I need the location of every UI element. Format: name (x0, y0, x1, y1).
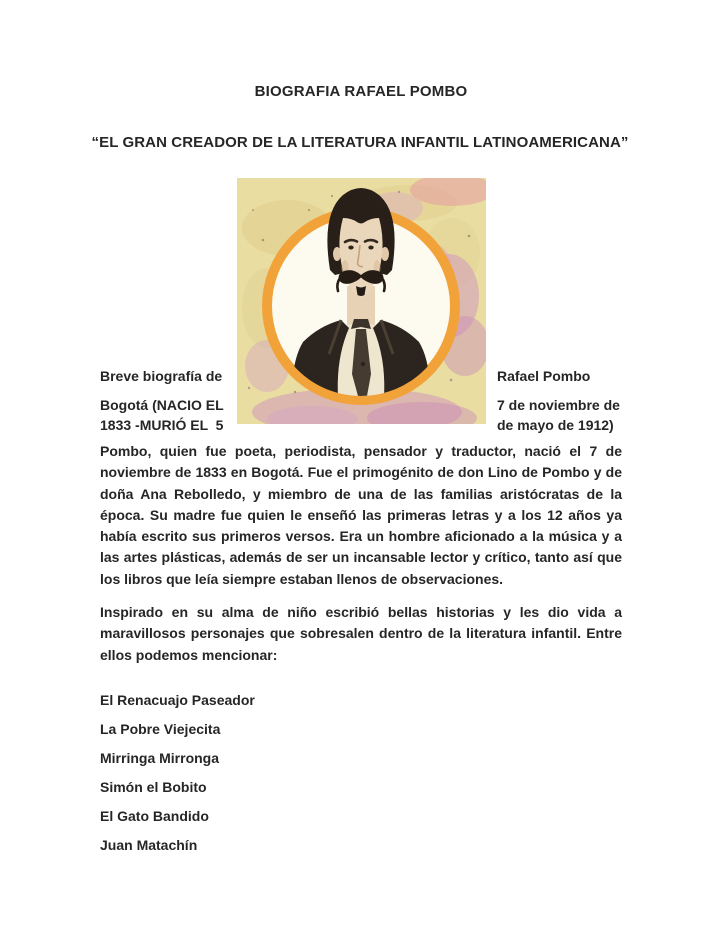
work-item: El Gato Bandido (100, 808, 209, 824)
wrap-text-right (497, 367, 623, 435)
wrap-right-dates-line1: 7 de noviembre de (497, 397, 620, 413)
wrap-left-intro: Breve biografía de (100, 368, 223, 384)
work-item: Juan Matachín (100, 837, 198, 853)
biography-paragraph: Pombo, quien fue poeta, periodista, pensador y traductor, nació el 7 de noviembre de 1833 en Bogotá. Fue el primogénito de don Lino de Pombo y de doña Ana Rebolledo, y miembro de una de las familias aristócratas de la época. Su madre fue quien le enseñó las primeras letras y a los 12 años ya había escrito sus primeros versos. Era un hombre aficionado a la música y a las artes plásticas, además de ser un incansable lector y crítico, tanto así que los libros que leía siempre estaban llenos de observaciones. (100, 443, 622, 587)
portrait-illustration (237, 178, 486, 424)
work-item: La Pobre Viejecita (100, 721, 221, 737)
page-title: BIOGRAFIA RAFAEL POMBO (254, 83, 468, 100)
portrait-head (327, 188, 394, 298)
page-subtitle: “EL GRAN CREADOR DE LA LITERATURA INFANTIL LATINOAMERICANA” (91, 134, 629, 151)
portrait-image (237, 178, 486, 424)
wrap-right-dates-line2: de mayo de 1912) (497, 416, 614, 433)
work-item: Simón el Bobito (100, 779, 207, 795)
wrap-text-left (100, 367, 232, 435)
work-item: Mirringa Mirronga (100, 750, 220, 766)
wrap-right-name: Rafael Pombo (497, 368, 591, 384)
wrap-right-dates (497, 396, 623, 435)
works-intro-paragraph: Inspirado en su alma de niño escribió bellas historias y les dio vida a maravillosos personajes que sobresalen dentro de la literatura infantil. Entre ellos podemos mencionar: (100, 604, 622, 663)
work-item: El Renacuajo Paseador (100, 692, 255, 708)
wrap-left-dates-line1: Bogotá (NACIO EL (100, 397, 224, 413)
works-list (100, 692, 500, 866)
wrap-left-dates-line2: 1833 -MURIÓ EL 5 (100, 416, 224, 433)
wrap-left-dates (100, 396, 232, 435)
